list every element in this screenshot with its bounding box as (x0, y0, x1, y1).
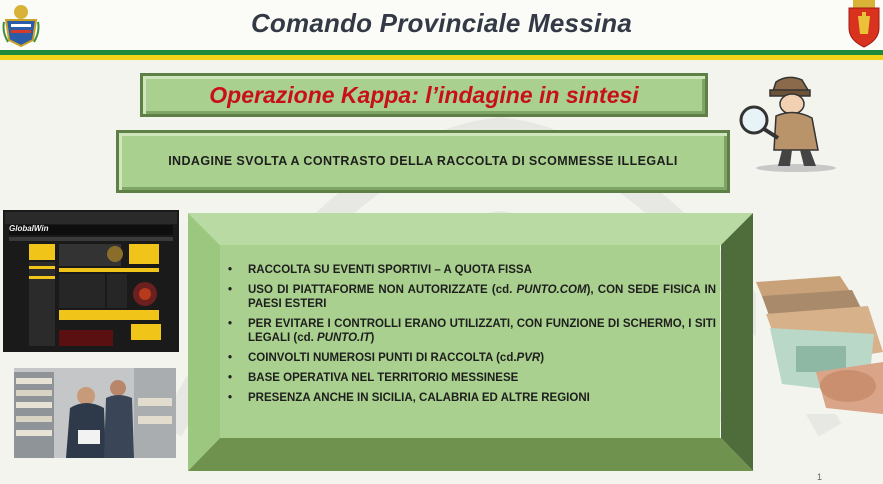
bullet-marker: • (228, 352, 233, 364)
list-item (228, 283, 716, 311)
investigation-summary-banner (116, 130, 730, 193)
page-number: 1 (817, 472, 823, 482)
bullet-marker: • (228, 318, 233, 330)
key-point-tail: ) (370, 332, 375, 344)
banknotes-hand-photo-icon (756, 276, 883, 414)
list-item (228, 351, 716, 365)
officers-archive-photo-icon (14, 368, 176, 458)
officers-archive-photo (14, 368, 176, 458)
bullet-marker: • (228, 264, 233, 276)
list-item (228, 371, 716, 385)
key-points-list (228, 263, 716, 411)
header-yellow-stripe (0, 55, 883, 60)
key-point-text: BASE OPERATIVA NEL TERRITORIO MESSINESE (248, 372, 519, 384)
key-point-tail: ), CON SEDE FISICA IN PAESI ESTERI (248, 284, 716, 310)
key-point-italic: PUNTO.COM (516, 284, 587, 296)
list-item (228, 317, 716, 345)
key-point-tail: ) (540, 352, 545, 364)
key-point-italic: PUNTO.IT (317, 332, 371, 344)
betting-website-screenshot (3, 210, 179, 352)
key-point-text: PER EVITARE I CONTROLLI ERANO UTILIZZATI, CON FUNZIONE DI SCHERMO, I SITI LEGALI (cd. (248, 318, 716, 344)
bullet-marker: • (228, 284, 233, 296)
coat-of-arms-shield-icon (846, 0, 882, 48)
investigation-summary-text: INDAGINE SVOLTA A CONTRASTO DELLA RACCOLTA DI SCOMMESSE ILLEGALI (168, 154, 678, 168)
key-point-text: USO DI PIATTAFORME NON AUTORIZZATE (cd. (248, 284, 517, 296)
guardia-di-finanza-emblem-icon (2, 2, 40, 48)
bullet-marker: • (228, 372, 233, 384)
list-item (228, 391, 716, 405)
slide-header-title: Comando Provinciale Messina (250, 8, 633, 38)
key-point-text: RACCOLTA SU EVENTI SPORTIVI – A QUOTA FISSA (248, 264, 532, 276)
key-point-text: PRESENZA ANCHE IN SICILIA, CALABRIA ED ALTRE REGIONI (248, 392, 590, 404)
bullet-marker: • (228, 392, 233, 404)
key-point-italic: PVR (516, 352, 541, 364)
site-logo: GlobalWin (9, 224, 49, 233)
key-point-text: COINVOLTI NUMEROSI PUNTI DI RACCOLTA (cd. (248, 352, 517, 364)
list-item (228, 263, 716, 277)
operation-title-banner (140, 73, 708, 117)
operation-title: Operazione Kappa: l’indagine in sintesi (209, 82, 639, 108)
detective-magnifier-icon (736, 74, 840, 172)
